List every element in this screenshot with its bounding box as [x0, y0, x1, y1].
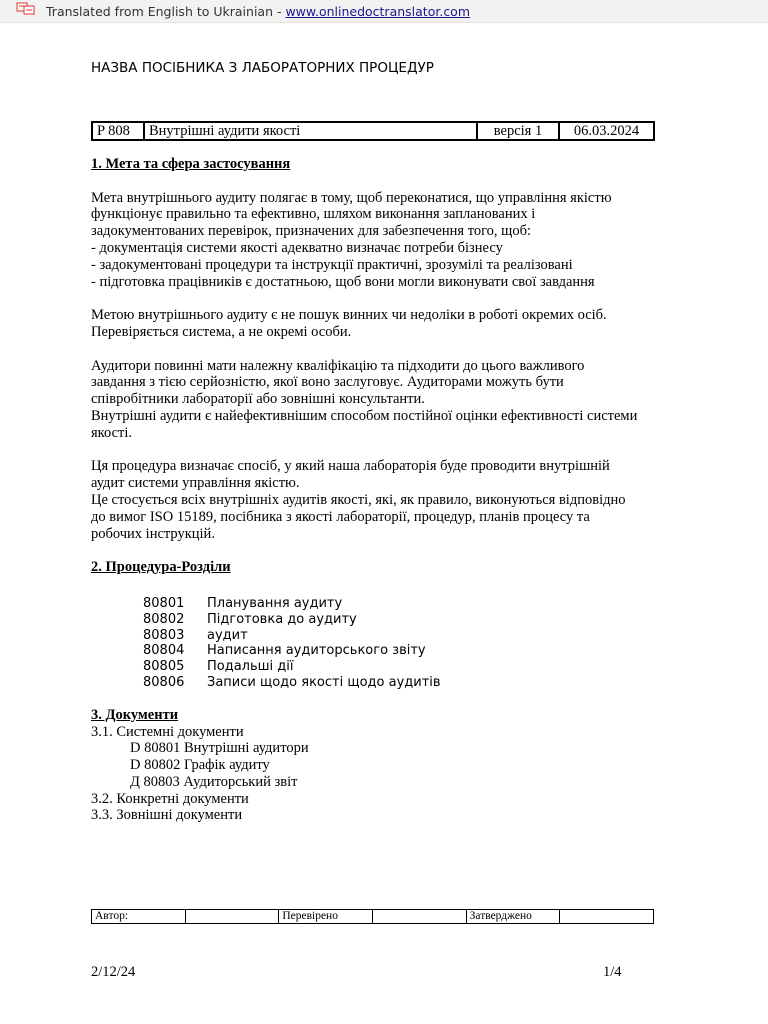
section-name: Подальші дії	[207, 659, 294, 675]
text-line: Аудитори повинні мати належну кваліфікацію та підходити до цього важливого	[91, 357, 585, 374]
approved-label: Затверджено	[466, 910, 560, 924]
section-code: 80802	[143, 611, 185, 627]
version-date: 06.03.2024	[559, 122, 654, 140]
text-line: робочих інструкцій.	[91, 525, 215, 542]
text-line: до вимог ISO 15189, посібника з якості лабораторії, процедур, планів процесу та	[91, 508, 590, 525]
procedure-code: P 808	[92, 122, 144, 140]
section-code: 80801	[143, 595, 185, 611]
document-item: D 80801 Внутрішні аудитори	[130, 740, 309, 757]
text-line: Це стосується всіх внутрішніх аудитів якості, які, як правило, виконуються відповідно	[91, 491, 626, 508]
procedure-title: Внутрішні аудити якості	[144, 122, 477, 140]
section-code: 80804	[143, 643, 185, 659]
procedure-sections-list	[91, 596, 691, 691]
list-item	[91, 675, 691, 691]
subsection-specific-documents: 3.2. Конкретні документи	[91, 790, 249, 807]
list-item	[91, 628, 691, 644]
signature-table	[91, 909, 654, 924]
section-name: Записи щодо якості щодо аудитів	[207, 674, 441, 690]
document-item: D 80802 Графік аудиту	[130, 757, 270, 774]
document-item: Д 80803 Аудиторський звіт	[130, 773, 298, 790]
section-1-heading: 1. Мета та сфера застосування	[91, 156, 291, 172]
list-item	[91, 659, 691, 675]
manual-title: НАЗВА ПОСІБНИКА З ЛАБОРАТОРНИХ ПРОЦЕДУР	[91, 60, 434, 76]
text-line: Метою внутрішнього аудиту є не пошук винних чи недоліки в роботі окремих осіб.	[91, 307, 607, 324]
author-label: Автор:	[92, 910, 186, 924]
document-header-table	[91, 121, 655, 141]
text-line: якості.	[91, 424, 133, 441]
list-item: - задокументовані процедури та інструкції практичні, зрозумілі та реалізовані	[91, 256, 573, 273]
checked-label: Перевірено	[279, 910, 373, 924]
section-2-heading: 2. Процедура-Розділи	[91, 559, 231, 576]
translator-link[interactable]: www.onlinedoctranslator.com	[285, 4, 471, 19]
approved-field	[560, 910, 654, 924]
subsection-system-documents: 3.1. Системні документи	[91, 723, 244, 740]
section-3-heading: 3. Документи	[91, 706, 179, 723]
banner-text	[46, 4, 470, 19]
section-code: 80803	[143, 627, 185, 643]
list-item: - підготовка працівників є достатньою, щоб вони могли виконувати свої завдання	[91, 273, 595, 290]
section-name: Планування аудиту	[207, 595, 343, 611]
section-name: аудит	[207, 627, 248, 643]
document-body	[91, 156, 691, 824]
subsection-external-documents: 3.3. Зовнішні документи	[91, 807, 243, 824]
text-line: аудит системи управління якістю.	[91, 475, 300, 492]
translator-logo-icon	[16, 2, 36, 16]
list-item	[91, 596, 691, 612]
text-line: завдання з тією серйозністю, якої воно заслуговує. Аудиторами можуть бути	[91, 374, 564, 391]
section-code: 80806	[143, 674, 185, 690]
list-item: - документація системи якості адекватно визначає потреби бізнесу	[91, 239, 503, 256]
text-line: Перевіряється система, а не окремі особи.	[91, 323, 352, 340]
section-1-paragraph-4	[91, 458, 691, 542]
author-field	[185, 910, 279, 924]
page-number: 1/4	[603, 964, 622, 980]
text-line: Мета внутрішнього аудиту полягає в тому, щоб переконатися, що управління якістю	[91, 189, 612, 206]
text-line: Ця процедура визначає спосіб, у який наша лабораторія буде проводити внутрішній	[91, 458, 610, 475]
version-label: версія 1	[477, 122, 559, 140]
banner-prefix: Translated from English to Ukrainian -	[46, 4, 286, 19]
text-line: функціонує правильно та ефективно, шляхом виконання запланованих і	[91, 206, 536, 223]
section-name: Підготовка до аудиту	[207, 611, 357, 627]
checked-field	[372, 910, 466, 924]
section-1-paragraph-2	[91, 307, 691, 341]
section-1-paragraph-1	[91, 190, 691, 291]
section-code: 80805	[143, 659, 185, 675]
list-item	[91, 643, 691, 659]
text-line: співробітники лабораторії або зовнішні консультанти.	[91, 391, 425, 408]
section-1-paragraph-3	[91, 358, 691, 442]
section-name: Написання аудиторського звіту	[207, 643, 426, 659]
list-item	[91, 612, 691, 628]
text-line: Внутрішні аудити є найефективнішим способом постійної оцінки ефективності системи	[91, 407, 638, 424]
footer-date: 2/12/24	[91, 964, 136, 980]
translation-banner	[0, 0, 768, 23]
text-line: задокументованих перевірок, призначених для забезпечення того, щоб:	[91, 223, 532, 240]
